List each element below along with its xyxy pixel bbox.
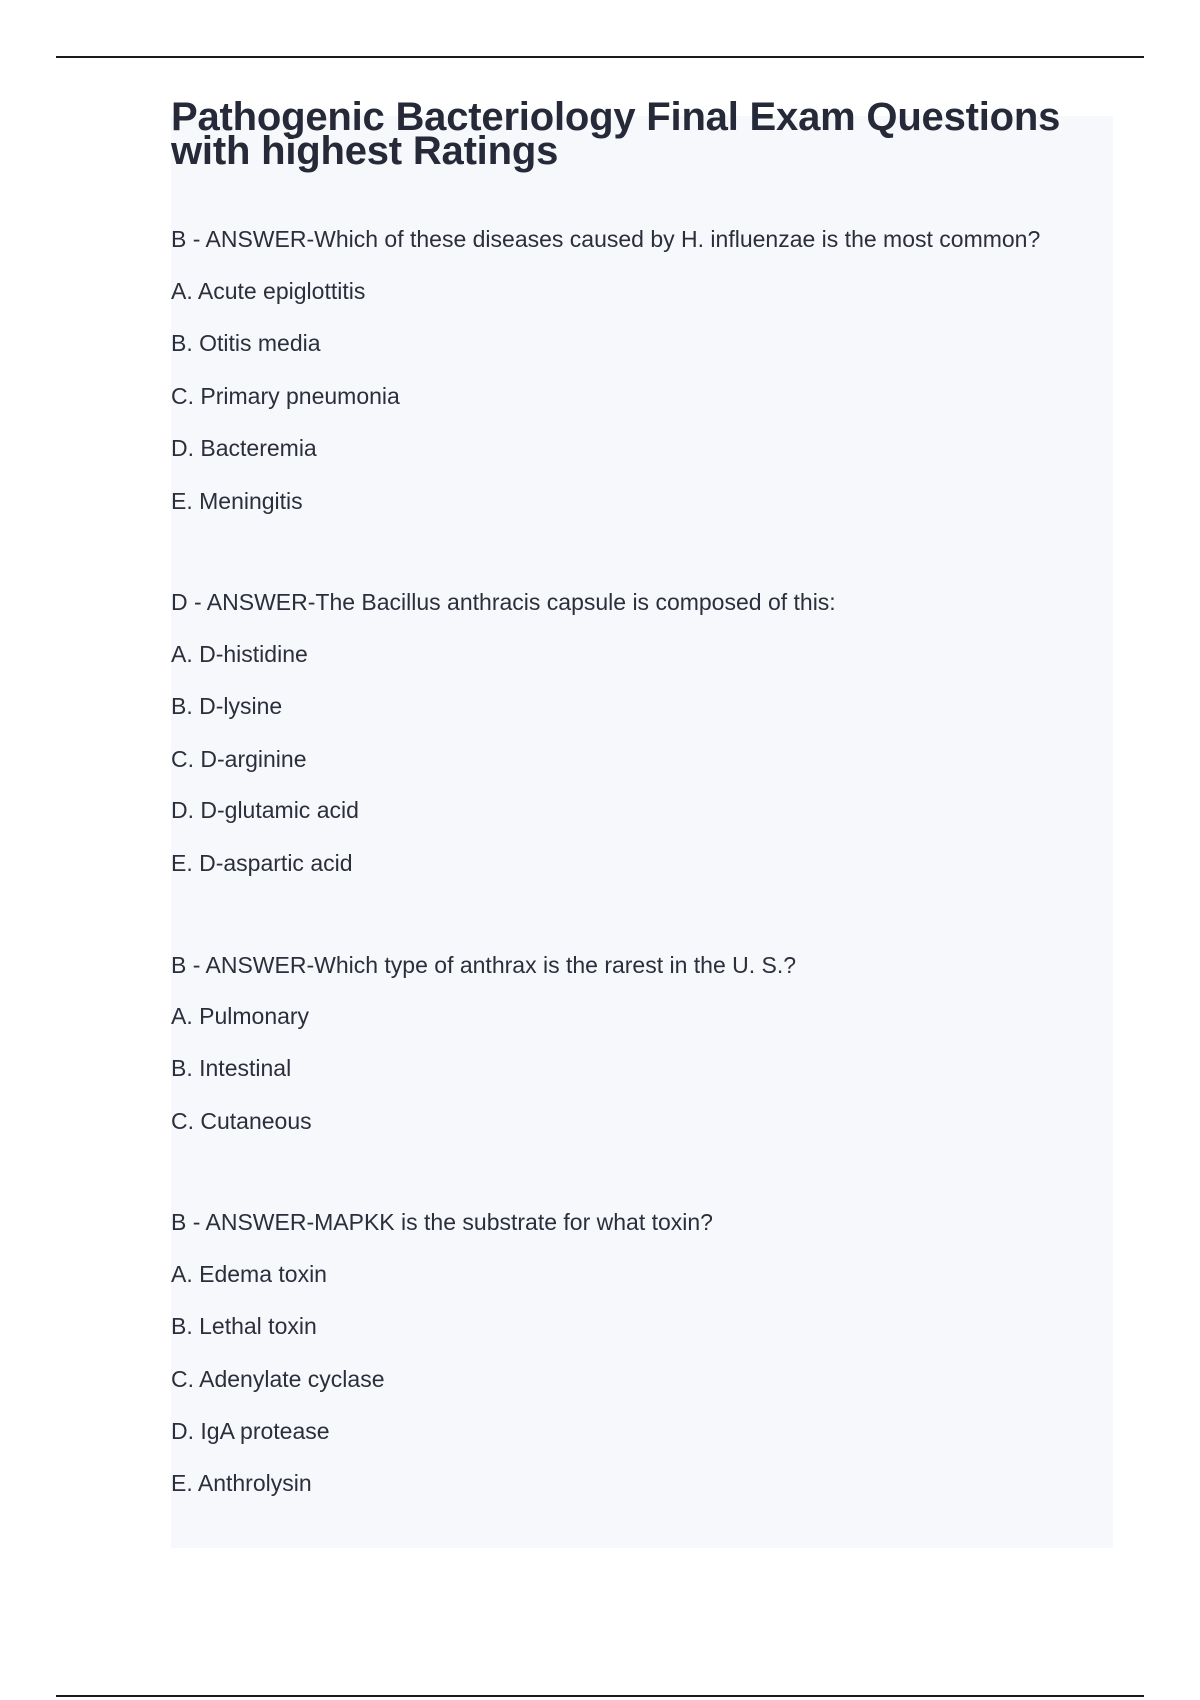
question-1-option-d: D. Bacteremia — [171, 435, 317, 461]
question-2-option-e: E. D-aspartic acid — [171, 850, 353, 876]
document-body — [171, 95, 1121, 1496]
question-2-prompt: D - ANSWER-The Bacillus anthracis capsule is composed of this: — [171, 589, 836, 615]
question-2-option-c: C. D-arginine — [171, 746, 307, 772]
question-4-option-d: D. IgA protease — [171, 1418, 330, 1444]
question-3-option-c: C. Cutaneous — [171, 1108, 312, 1134]
title-line-2: with highest Ratings — [171, 129, 559, 173]
page-title — [171, 95, 1121, 173]
question-2-option-d: D. D-glutamic acid — [171, 797, 359, 823]
question-4-option-b: B. Lethal toxin — [171, 1313, 317, 1339]
question-2-option-a: A. D-histidine — [171, 641, 308, 667]
question-1-option-e: E. Meningitis — [171, 488, 303, 514]
title-line-1: Pathogenic Bacteriology Final Exam Questions — [171, 95, 1061, 139]
question-4-option-a: A. Edema toxin — [171, 1261, 327, 1287]
question-1-prompt: B - ANSWER-Which of these diseases caused by H. influenzae is the most common? — [171, 226, 1041, 252]
footer-rule — [56, 1695, 1144, 1697]
question-3-prompt: B - ANSWER-Which type of anthrax is the rarest in the U. S.? — [171, 952, 797, 978]
question-1-option-b: B. Otitis media — [171, 330, 321, 356]
question-3-option-b: B. Intestinal — [171, 1055, 292, 1081]
question-3-option-a: A. Pulmonary — [171, 1003, 310, 1029]
question-4-prompt: B - ANSWER-MAPKK is the substrate for what toxin? — [171, 1209, 713, 1235]
header-rule — [56, 56, 1144, 58]
question-1-option-a: A. Acute epiglottitis — [171, 278, 366, 304]
question-1-option-c: C. Primary pneumonia — [171, 383, 400, 409]
question-2-option-b: B. D-lysine — [171, 693, 283, 719]
question-4-option-e: E. Anthrolysin — [171, 1470, 312, 1496]
question-4-option-c: C. Adenylate cyclase — [171, 1366, 385, 1392]
